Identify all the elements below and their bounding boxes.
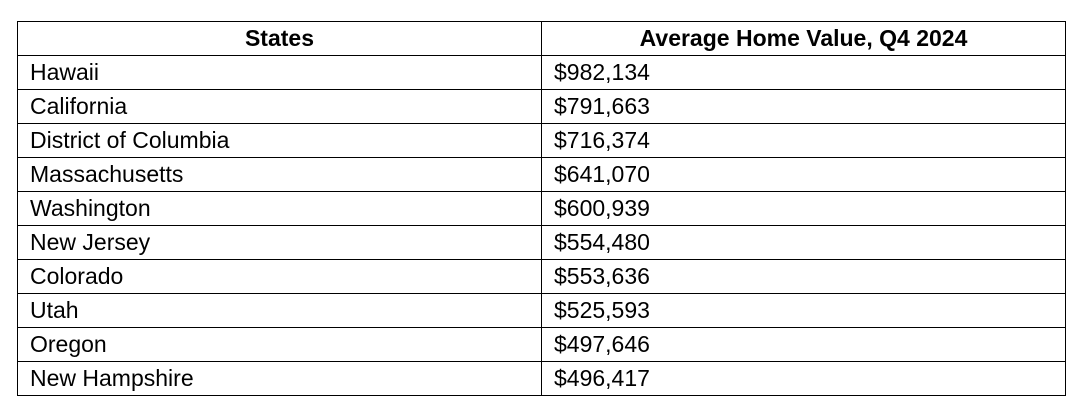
value-cell: $525,593 [542,294,1066,328]
value-cell: $554,480 [542,226,1066,260]
table-body [18,56,1066,396]
state-cell: California [18,90,542,124]
state-cell: Oregon [18,328,542,362]
table-row [18,192,1066,226]
table-row [18,328,1066,362]
value-cell: $496,417 [542,362,1066,396]
state-cell: Colorado [18,260,542,294]
value-cell: $716,374 [542,124,1066,158]
table-header [18,22,1066,56]
table-row [18,90,1066,124]
state-cell: New Jersey [18,226,542,260]
table-row [18,362,1066,396]
state-cell: Massachusetts [18,158,542,192]
table-row [18,124,1066,158]
table-row [18,294,1066,328]
value-cell: $553,636 [542,260,1066,294]
home-value-table [17,21,1066,396]
header-row [18,22,1066,56]
value-cell: $600,939 [542,192,1066,226]
header-average-home-value: Average Home Value, Q4 2024 [542,22,1066,56]
table-row [18,226,1066,260]
table-row [18,260,1066,294]
header-states: States [18,22,542,56]
state-cell: Utah [18,294,542,328]
value-cell: $497,646 [542,328,1066,362]
state-cell: New Hampshire [18,362,542,396]
table-row [18,56,1066,90]
value-cell: $641,070 [542,158,1066,192]
value-cell: $791,663 [542,90,1066,124]
state-cell: Washington [18,192,542,226]
state-cell: District of Columbia [18,124,542,158]
value-cell: $982,134 [542,56,1066,90]
table-row [18,158,1066,192]
state-cell: Hawaii [18,56,542,90]
